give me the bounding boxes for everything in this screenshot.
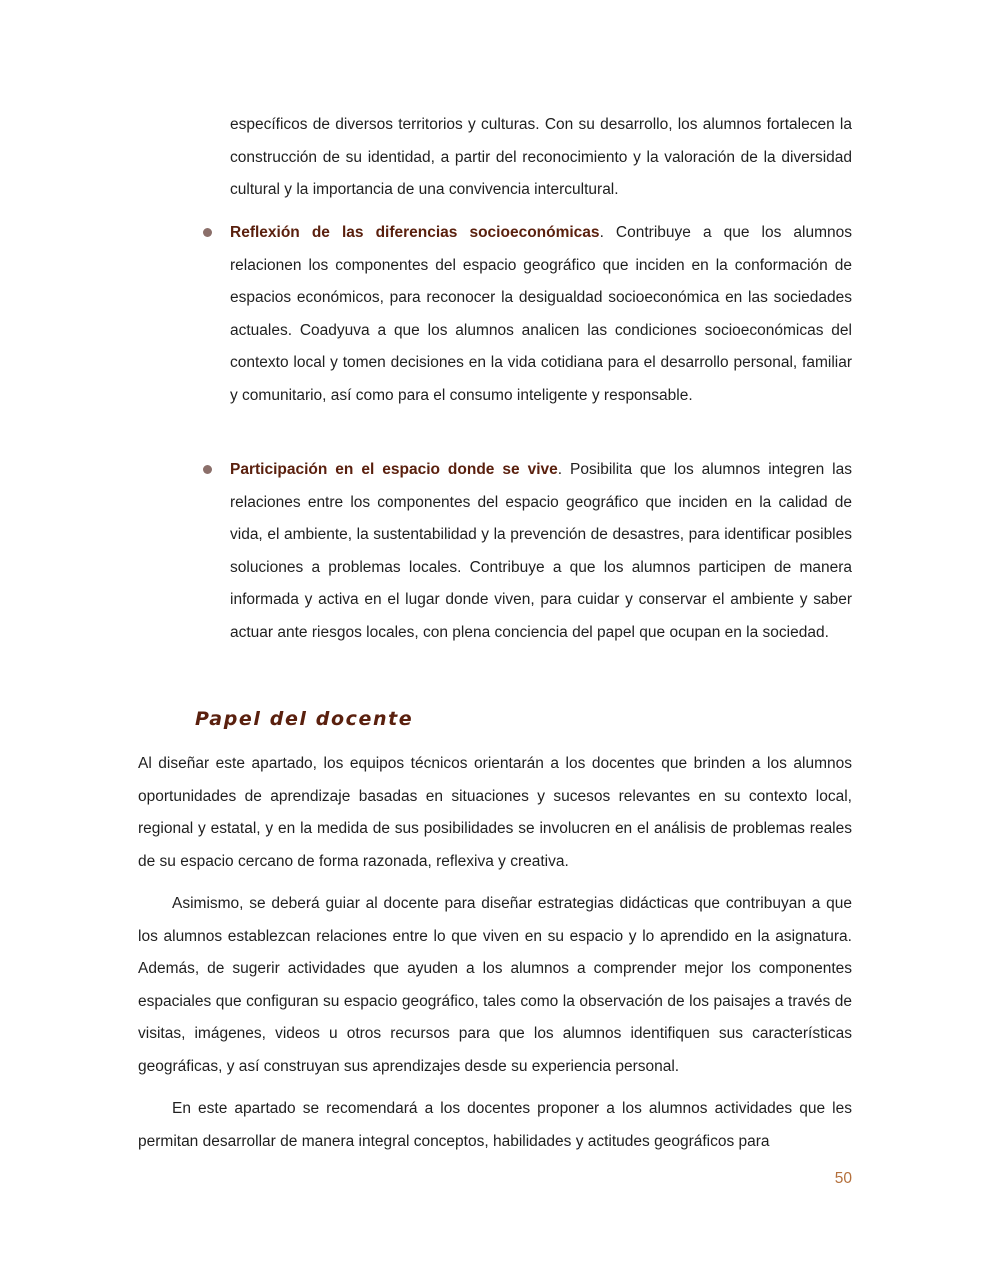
bullet-text: . Posibilita que los alumnos integren las relaciones entre los componentes del espacio geográfico que inciden en la calidad de vida, el ambiente, la sustentabilidad y la prevención de desastres, para identificar posibles soluciones a problemas locales. Contribuye a que los alumnos participen de manera informada y activa en el lugar donde viven, para cuidar y conservar el ambiente y saber actuar ante riesgos locales, con plena conciencia del papel que ocupan en la sociedad. [230,461,852,641]
bullet-dot-icon [203,465,212,474]
bullet-dot-icon [203,228,212,237]
bullet-term: Reflexión de las diferencias socioeconómicas [230,224,600,241]
body-paragraph: Al diseñar este apartado, los equipos técnicos orientarán a los docentes que brinden a los alumnos oportunidades de aprendizaje basadas en situaciones y sucesos relevantes en su contexto local, regional y estatal, y en la medida de sus posibilidades se involucren en el análisis de problemas reales de su espacio cercano de forma razonada, reflexiva y creativa. [138,755,852,870]
page-number: 50 [834,1170,852,1187]
section-heading: Papel del docente [195,708,414,730]
body-paragraph: Asimismo, se deberá guiar al docente para diseñar estrategias didácticas que contribuyan a que los alumnos establezcan relaciones entre lo que viven en su espacio y lo aprendido en la asignatura. Además, de sugerir actividades que ayuden a los alumnos a comprender mejor los componentes espaciales que configuran su espacio geográfico, tales como la observación de los paisajes a través de visitas, imágenes, videos u otros recursos para que los alumnos identifiquen sus características geográficas, y así construyan sus aprendizajes desde su experiencia personal. [138,895,852,1075]
bullet-item-socioeconomic [230,217,852,412]
bullet-term: Participación en el espacio donde se vive [230,461,558,478]
bullet-text: . Contribuye a que los alumnos relacionen los componentes del espacio geográfico que inciden en la conformación de espacios económicos, para reconocer la desigualdad socioeconómica en las sociedades actuales. Coadyuva a que los alumnos analicen las condiciones socioeconómicas del contexto local y tomen decisiones en la vida cotidiana para el desarrollo personal, familiar y comunitario, así como para el consumo inteligente y responsable. [230,224,852,404]
body-paragraph: En este apartado se recomendará a los docentes proponer a los alumnos actividades que les permitan desarrollar de manera integral conceptos, habilidades y actitudes geográficos para [138,1100,852,1150]
continuation-paragraph: específicos de diversos territorios y culturas. Con su desarrollo, los alumnos fortalecen la construcción de su identidad, a partir del reconocimiento y la valoración de la diversidad cultural y la importancia de una convivencia intercultural. [230,116,852,198]
bullet-item-participation [230,454,852,649]
